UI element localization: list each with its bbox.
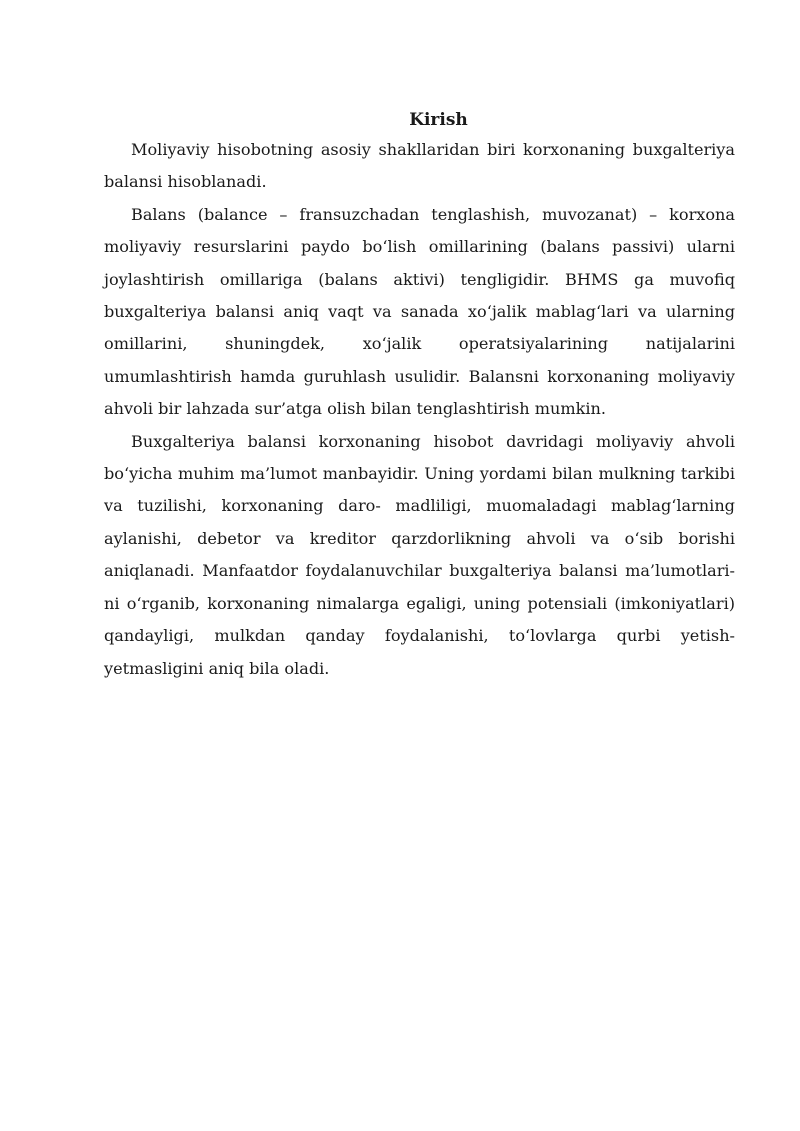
paragraph-3: Buxgalteriya balansi korxonaning hisobot davridagi moliyaviy ahvoli bo‘yicha muhim ma’lumot manbayidir. Uning yordami bilan mulkning tarkibi va tuzilishi, korxonaning daro- madliligi, muomaladagi mablag‘larning aylanishi, debetor va kreditor qarzdorlikning ahvoli va o‘sib borishi aniqlanadi. Manfaatdor foydalanuvchilar buxgalteriya balansi ma’lumotlari- ni o‘rganib, korxonaning nimalarga egaligi, uning potensiali (imkoniyatlari) qandayligi, mulkdan qanday foydalanishi, to‘lovlarga qurbi yetish-yetmasligini aniq bila oladi. [104, 431, 735, 678]
paragraph-2: Balans (balance – fransuzchadan tenglashish, muvozanat) – korxona moliyaviy resurslarini paydo bo‘lish omillarining (balans passivi) ularni joylashtirish omillariga (balans aktivi) tengligidir. BHMS ga muvofiq buxgalteriya balansi aniq vaqt va sanada xo‘jalik mablag‘lari va ularning omillarini, shuningdek, xo‘jalik operatsiyalarining natijalarini umumlashtirish hamda guruhlash usulidir. Balansni korxonaning moliyaviy ahvoli bir lahzada sur’atga olish bilan tenglashtirish mumkin. [104, 204, 735, 419]
page-title: Kirish [409, 110, 468, 130]
document-body [104, 106, 735, 685]
paragraph-1: Moliyaviy hisobotning asosiy shakllaridan biri korxonaning buxgalteriya balansi hisoblanadi. [104, 140, 735, 192]
